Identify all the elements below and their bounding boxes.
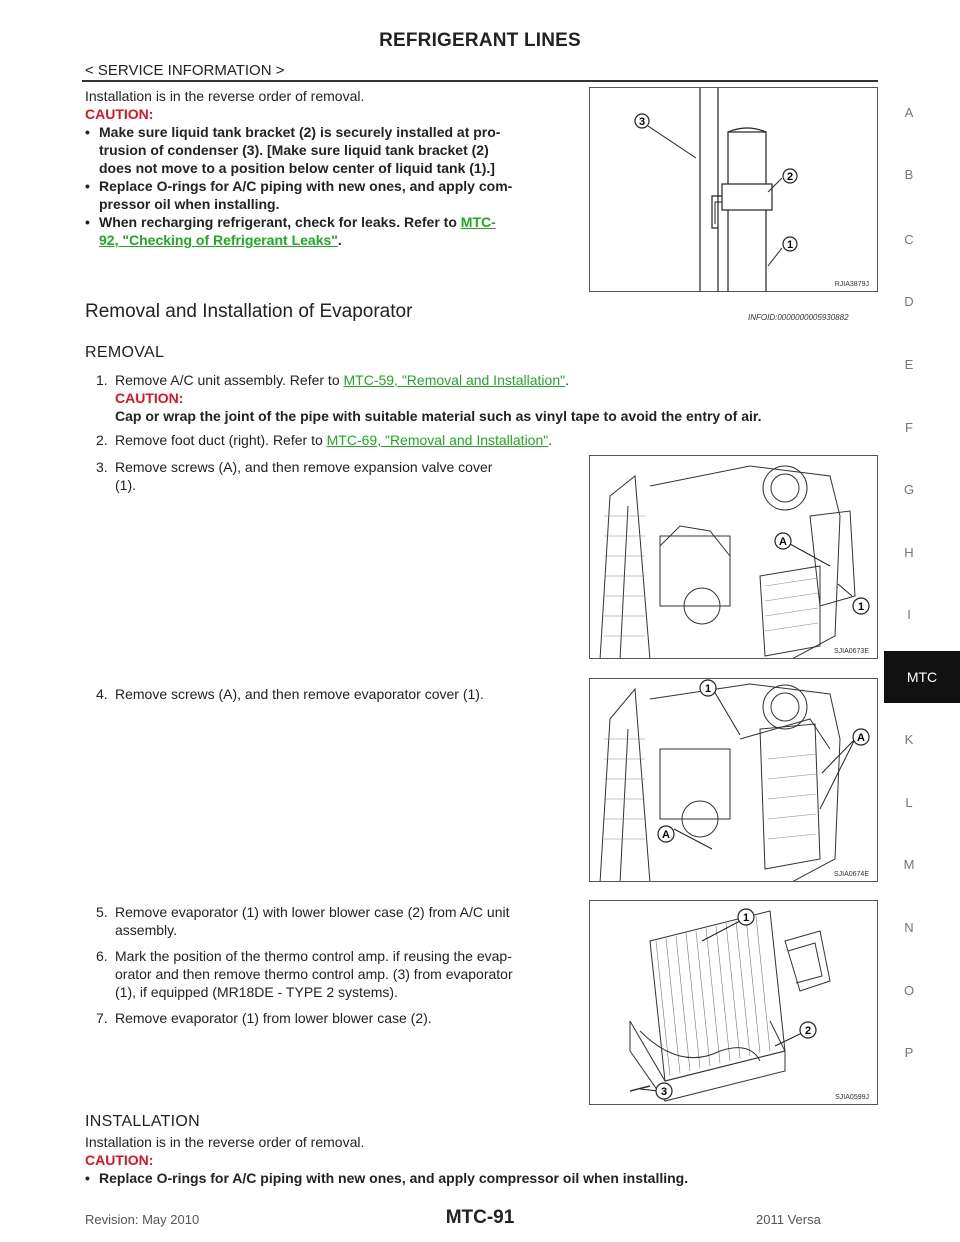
callout-a: A	[857, 732, 865, 744]
bullet-text: Replace O-rings for A/C piping with new ones, and apply com-	[99, 178, 513, 194]
bullet-text: When recharging refrigerant, check for leaks. Refer to	[99, 214, 461, 230]
sidebar-letter-c[interactable]: C	[904, 232, 914, 247]
bullet-text: Make sure liquid tank bracket (2) is securely installed at pro-	[99, 124, 501, 140]
sidebar-letter-h[interactable]: H	[904, 545, 914, 560]
step-7	[96, 1009, 580, 1027]
step-number: 6.	[96, 948, 108, 964]
foot-duct-link[interactable]: MTC-69, "Removal and Installation"	[326, 432, 549, 448]
sidebar-letter-p[interactable]: P	[904, 1045, 914, 1060]
figure-liquid-tank	[589, 87, 878, 292]
step-number: 4.	[96, 686, 108, 702]
step-1	[96, 371, 885, 425]
caution-label: CAUTION:	[85, 106, 154, 122]
section-label: < SERVICE INFORMATION >	[85, 62, 285, 79]
step-text: (1), if equipped (MR18DE - TYPE 2 systems).	[115, 984, 398, 1000]
bullet-text: does not move to a position below center of liquid tank (1).]	[99, 160, 495, 176]
installation-text: Installation is in the reverse order of removal.	[85, 1134, 365, 1150]
sidebar-letter-m[interactable]: M	[903, 857, 915, 872]
bullet-text: Replace O-rings for A/C piping with new ones, and apply compressor oil when installing.	[99, 1170, 689, 1186]
header-rule	[82, 80, 878, 82]
sidebar-letter-a[interactable]: A	[904, 105, 914, 120]
sidebar-letter-e[interactable]: E	[904, 357, 914, 372]
step-6	[96, 947, 580, 1001]
leak-check-link[interactable]: MTC-	[460, 214, 496, 230]
bullet-text: pressor oil when installing.	[99, 196, 280, 212]
caution-text: Cap or wrap the joint of the pipe with suitable material such as vinyl tape to avoid the entry of air.	[115, 408, 762, 424]
figure-code: SJIA0674E	[833, 871, 869, 878]
sidebar-letter-d[interactable]: D	[904, 294, 914, 309]
bullet-dot: •	[85, 1170, 90, 1186]
step-text: Remove A/C unit assembly. Refer to	[115, 372, 344, 388]
intro-block	[85, 87, 585, 249]
sidebar-letter-o[interactable]: O	[903, 983, 915, 998]
callout-1: 1	[857, 601, 865, 613]
figure-code: SJIA0673E	[833, 648, 869, 655]
sidebar-letter-l[interactable]: L	[905, 795, 913, 810]
step-number: 2.	[96, 432, 108, 448]
caution-label: CAUTION:	[115, 390, 184, 406]
step-number: 1.	[96, 372, 108, 388]
step-4	[96, 685, 580, 703]
bullet-item	[85, 1169, 875, 1187]
figure-code: RJIA3879J	[834, 281, 869, 288]
figure-evaporator	[589, 900, 878, 1105]
bullet-dot: •	[85, 214, 90, 230]
figure-expansion-valve-cover	[589, 455, 878, 659]
info-id: INFOID:0000000005930882	[748, 313, 849, 322]
intro-text: Installation is in the reverse order of removal.	[85, 88, 365, 104]
bullet-item	[85, 123, 585, 177]
sidebar-letter-b[interactable]: B	[904, 167, 914, 182]
caution-label: CAUTION:	[85, 1152, 154, 1168]
ac-unit-link[interactable]: MTC-59, "Removal and Installation"	[343, 372, 566, 388]
callout-2: 2	[786, 171, 794, 183]
sidebar-letter-f[interactable]: F	[905, 420, 913, 435]
step-text: .	[565, 372, 569, 388]
step-text: assembly.	[115, 922, 177, 938]
step-number: 5.	[96, 904, 108, 920]
step-number: 7.	[96, 1010, 108, 1026]
sidebar-tab-mtc[interactable]: MTC	[884, 651, 960, 703]
figure-code: SJIA0599J	[835, 1094, 869, 1101]
step-text: Remove screws (A), and then remove expansion valve cover	[115, 459, 493, 475]
step-text: Remove evaporator (1) with lower blower case (2) from A/C unit	[115, 904, 510, 920]
sidebar-letter-g[interactable]: G	[903, 482, 915, 497]
ac-unit-illustration	[590, 679, 878, 882]
sidebar-letter-k[interactable]: K	[904, 732, 914, 747]
step-text: Remove foot duct (right). Refer to	[115, 432, 327, 448]
revision-date: Revision: May 2010	[85, 1212, 200, 1227]
leak-check-link[interactable]: 92, "Checking of Refrigerant Leaks"	[99, 232, 338, 248]
step-text: Remove evaporator (1) from lower blower case (2).	[115, 1010, 432, 1026]
removal-heading: REMOVAL	[85, 344, 165, 361]
bullet-text: trusion of condenser (3). [Make sure liquid tank bracket (2)	[99, 142, 489, 158]
step-3	[96, 458, 580, 494]
callout-1: 1	[786, 239, 794, 251]
sidebar-letter-i[interactable]: I	[907, 607, 911, 622]
installation-heading: INSTALLATION	[85, 1113, 201, 1130]
sidebar-letter-n[interactable]: N	[904, 920, 914, 935]
callout-a: A	[662, 829, 670, 841]
callout-3: 3	[660, 1086, 668, 1098]
bullet-item	[85, 177, 585, 213]
bullet-text: .	[337, 232, 342, 248]
figure-evaporator-cover	[589, 678, 878, 882]
ac-unit-illustration	[590, 456, 878, 659]
callout-1: 1	[704, 683, 712, 695]
step-text: Remove screws (A), and then remove evaporator cover (1).	[115, 686, 484, 702]
step-5	[96, 903, 580, 939]
bullet-dot: •	[85, 178, 90, 194]
model-year: 2011 Versa	[756, 1212, 821, 1227]
step-number: 3.	[96, 459, 108, 475]
liquid-tank-illustration	[590, 88, 878, 292]
step-text: orator and then remove thermo control amp. (3) from evaporator	[115, 966, 513, 982]
callout-1: 1	[742, 912, 750, 924]
step-text: .	[548, 432, 553, 448]
bullet-item	[85, 213, 585, 249]
section-heading: Removal and Installation of Evaporator	[85, 301, 413, 322]
page-title: REFRIGERANT LINES	[379, 30, 581, 51]
callout-3: 3	[638, 116, 646, 128]
bullet-dot: •	[85, 124, 90, 140]
step-text: (1).	[115, 477, 136, 493]
callout-2: 2	[804, 1025, 812, 1037]
evaporator-illustration	[590, 901, 878, 1105]
installation-block	[85, 1133, 875, 1187]
page-number: MTC-91	[445, 1207, 515, 1228]
step-2	[96, 431, 885, 449]
callout-a: A	[779, 536, 787, 548]
step-text: Mark the position of the thermo control amp. if reusing the evap-	[115, 948, 512, 964]
